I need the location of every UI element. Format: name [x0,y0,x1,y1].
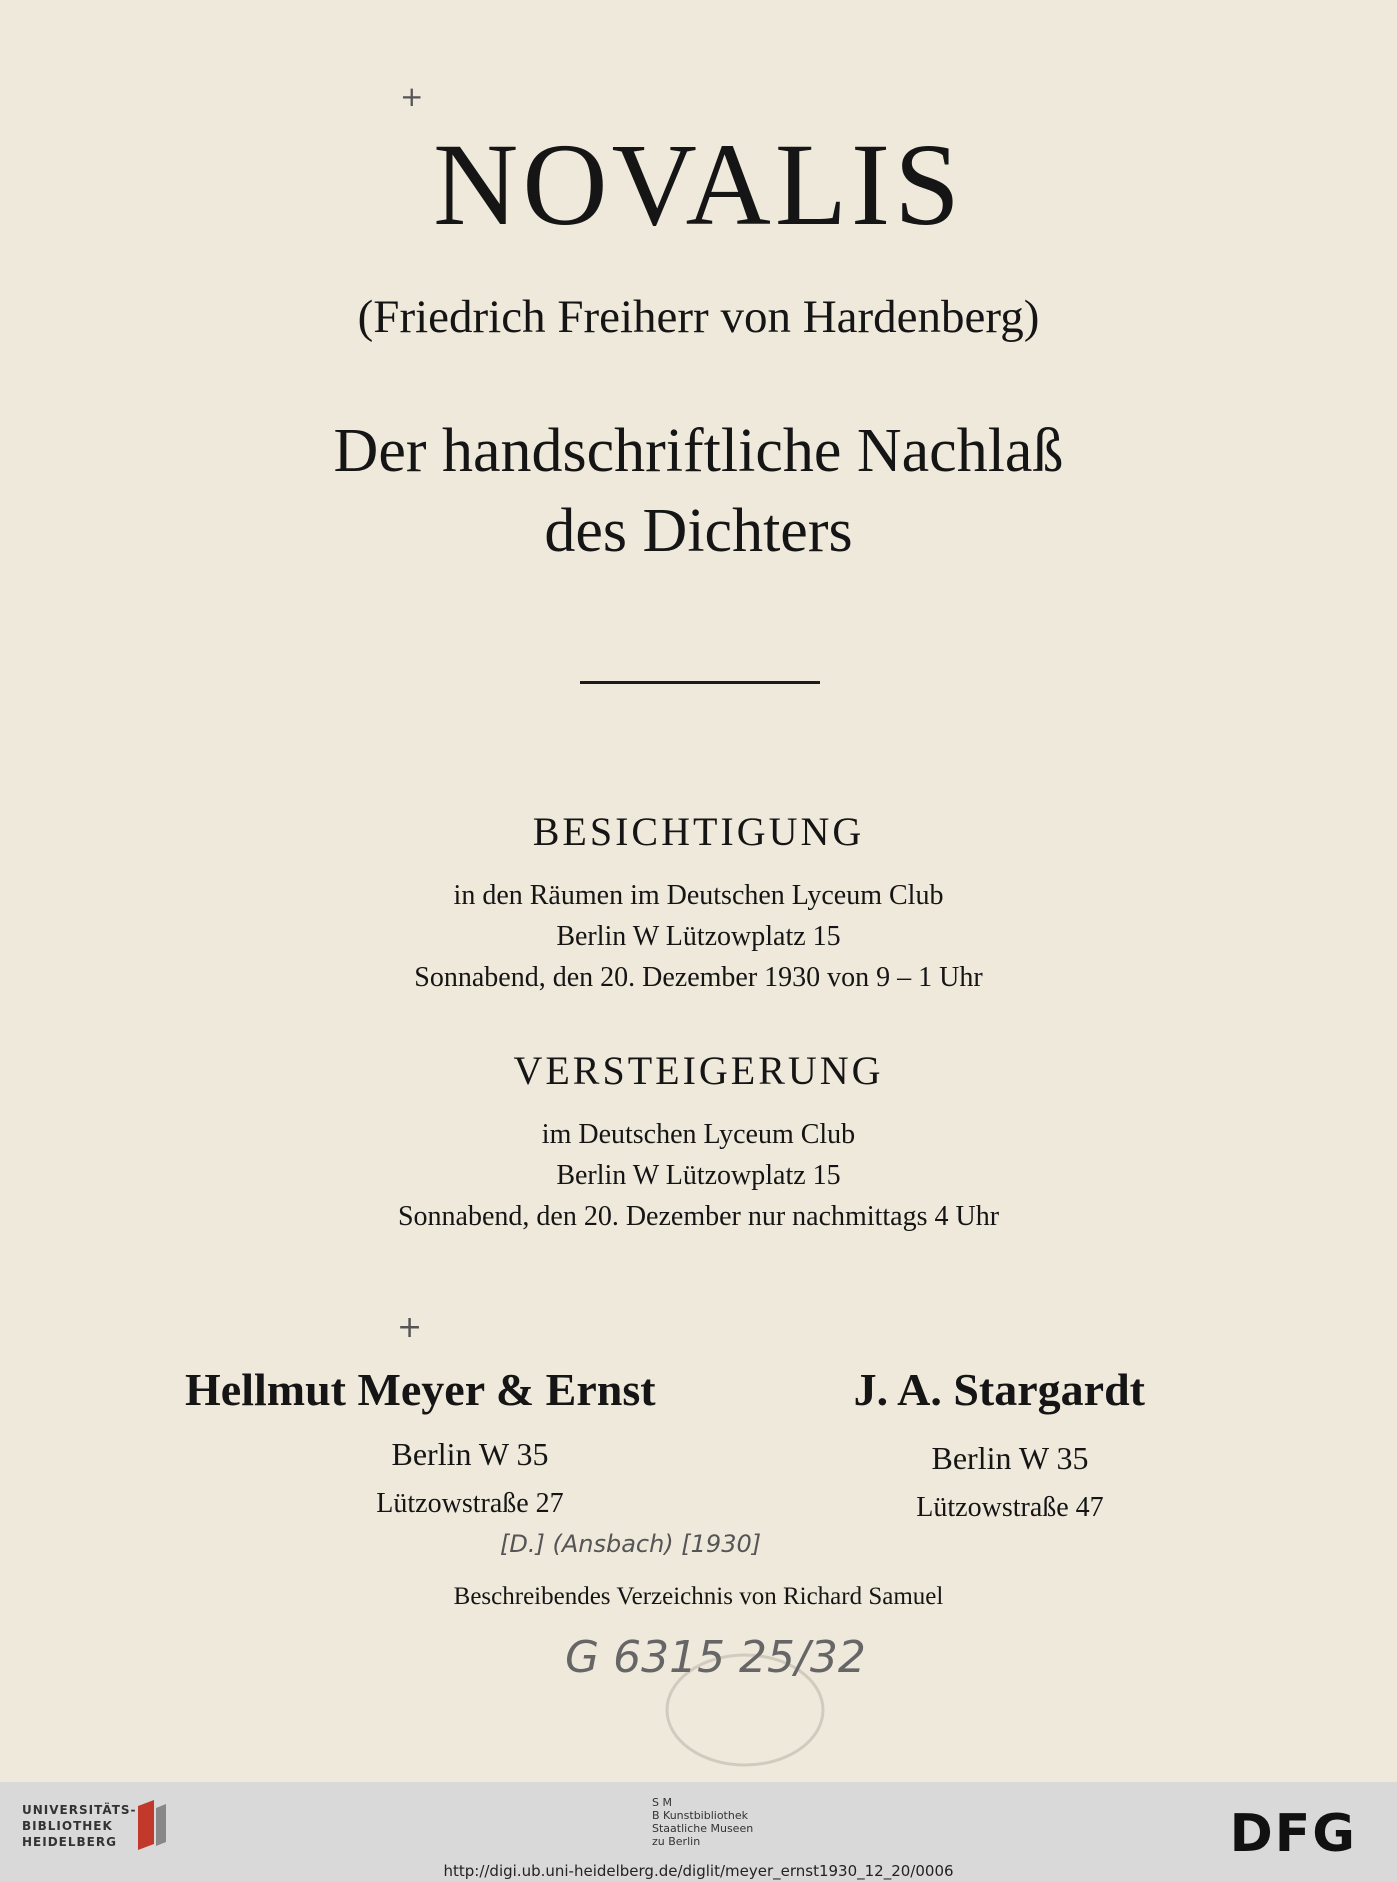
viewing-line: Berlin W Lützowplatz 15 [556,921,841,952]
museum-line: B Kunstbibliothek [652,1809,748,1822]
subtitle: (Friedrich Freiherr von Hardenberg) [357,291,1040,343]
viewing-line: in den Räumen im Deutschen Lyceum Club [453,880,944,911]
auction-title: VERSTEIGERUNG [513,1048,884,1093]
dfg-logo[interactable]: DFG [1229,1804,1357,1864]
house-name-stargardt: J. A. Stargardt [853,1364,1145,1415]
museum-line: zu Berlin [652,1835,701,1848]
auction-line: Berlin W Lützowplatz 15 [556,1160,841,1191]
house-city: Berlin W 35 [391,1436,549,1472]
heading-line-2: des Dichters [544,497,853,565]
museum-line: S M [652,1796,672,1809]
university-logo-text[interactable] [22,1802,137,1850]
source-url-link[interactable]: http://digi.ub.uni-heidelberg.de/diglit/meyer_ernst1930_12_20/0006 [443,1862,954,1880]
heading-line-1: Der handschriftliche Nachlaß [333,417,1064,485]
auction-line: Sonnabend, den 20. Dezember nur nachmittags 4 Uhr [397,1201,1000,1232]
pencil-mark: + [397,1310,423,1345]
house-name-meyer-ernst: Hellmut Meyer & Ernst [185,1364,656,1415]
pencil-annotation: [D.] (Ansbach) [1930] [500,1530,762,1558]
pencil-mark: + [400,80,424,113]
description: Beschreibendes Verzeichnis von Richard Samuel [453,1583,944,1610]
university-line: HEIDELBERG [22,1835,117,1849]
university-logo-icon[interactable] [130,1796,170,1852]
stamp-mark [655,1650,835,1770]
auction-line: im Deutschen Lyceum Club [541,1119,856,1150]
footer-bar [0,1782,1397,1882]
university-line: BIBLIOTHEK [22,1819,113,1833]
viewing-line: Sonnabend, den 20. Dezember 1930 von 9 – 1 Uhr [414,962,983,993]
page-title: NOVALIS [433,119,964,250]
divider [580,681,820,684]
museum-logo-text[interactable] [652,1796,753,1848]
house-street: Lützowstraße 27 [376,1488,564,1519]
viewing-title: BESICHTIGUNG [532,809,865,854]
house-street: Lützowstraße 47 [916,1492,1104,1523]
university-line: UNIVERSITÄTS- [22,1803,137,1817]
museum-line: Staatliche Museen [652,1822,754,1835]
house-city: Berlin W 35 [931,1440,1089,1476]
shelf-mark: G 6315 25/32 [565,1632,866,1683]
